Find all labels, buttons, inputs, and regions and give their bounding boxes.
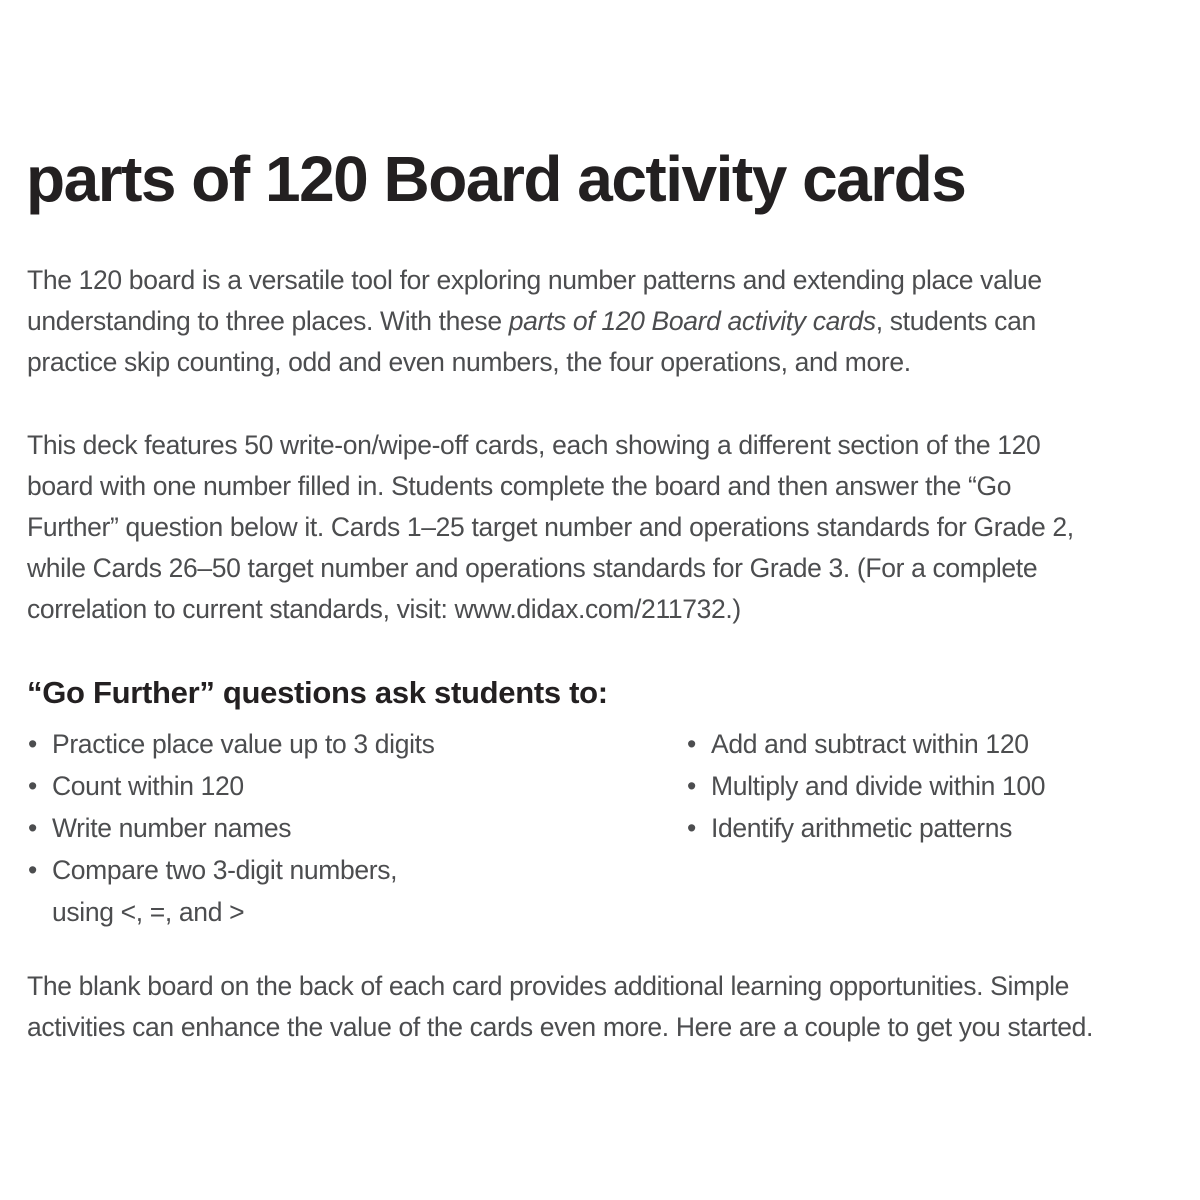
bullet-text: Multiply and divide within 100 [711,771,1046,801]
text-segment: understanding to three places. With these [27,306,509,336]
text-line: The blank board on the back of each card provides additional learning opportunities. Simple [27,971,1070,1001]
intro-paragraph [27,260,1042,383]
text-line: This deck features 50 write-on/wipe-off cards, each showing a different section of the 120 [27,430,1041,460]
deck-paragraph [27,425,1074,630]
bullet-text: Count within 120 [52,771,244,801]
bullet-item [687,723,1045,765]
bullet-item-continuation: using <, =, and > [52,897,245,927]
text-line [27,301,1042,342]
text-segment: , students can [875,306,1036,336]
bullet-list-left [28,723,435,933]
bullet-icon: • [28,729,37,759]
bullet-text: Identify arithmetic patterns [711,813,1012,843]
text-line: The 120 board is a versatile tool for exploring number patterns and extending place value [27,265,1042,295]
text-line: activities can enhance the value of the cards even more. Here are a couple to get you started. [27,1012,1094,1042]
bullet-list-right [687,723,1045,849]
bullet-icon: • [28,855,37,885]
bullet-icon: • [28,771,37,801]
text-line: Further” question below it. Cards 1–25 target number and operations standards for Grade 2, [27,512,1074,542]
bullet-icon: • [28,813,37,843]
bullet-text: Write number names [52,813,292,843]
bullet-icon: • [687,729,696,759]
bullet-item [687,765,1045,807]
text-line: board with one number filled in. Students complete the board and then answer the “Go [27,471,1012,501]
bullet-item [28,723,435,765]
bullet-text: Practice place value up to 3 digits [52,729,435,759]
text-line: correlation to current standards, visit: www.didax.com/211732.) [27,594,741,624]
italic-text-segment: parts of 120 Board activity cards [508,306,876,336]
bullet-item [687,807,1045,849]
bullet-text: Compare two 3-digit numbers, [52,855,398,885]
bullet-text: Add and subtract within 120 [711,729,1029,759]
text-line: practice skip counting, odd and even numbers, the four operations, and more. [27,347,911,377]
bullet-icon: • [687,771,696,801]
text-line: while Cards 26–50 target number and operations standards for Grade 3. (For a complete [27,553,1038,583]
bullet-icon: • [687,813,696,843]
closing-paragraph [27,966,1093,1048]
bullet-item [28,765,435,807]
page-title: parts of 120 Board activity cards [26,143,966,215]
bullet-item [28,849,435,891]
go-further-heading: “Go Further” questions ask students to: [27,675,608,710]
bullet-item [28,807,435,849]
